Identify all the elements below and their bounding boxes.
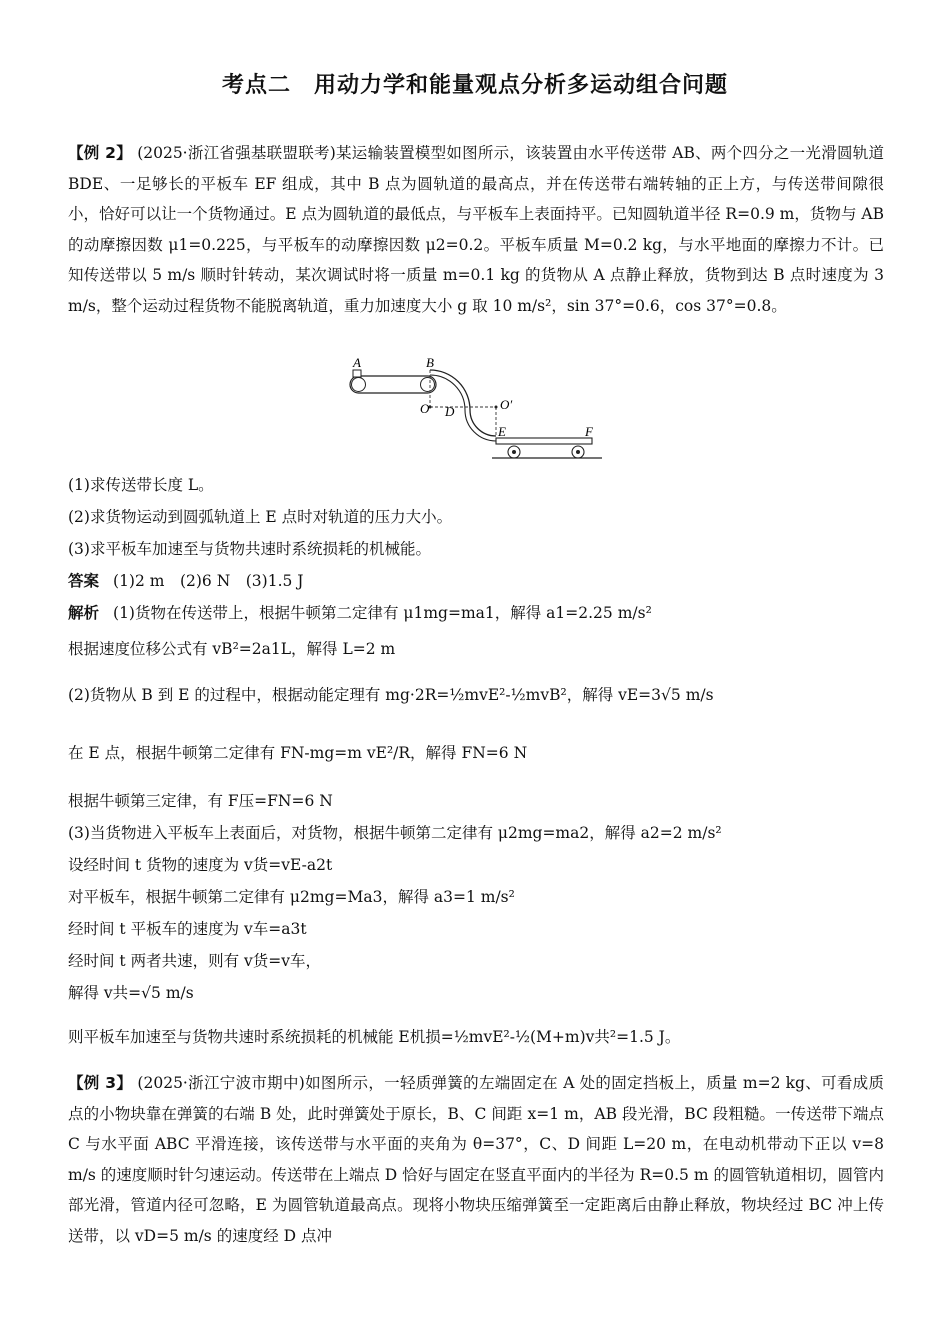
label-e: E bbox=[498, 424, 506, 439]
answer-text: (1)2 m (2)6 N (3)1.5 J bbox=[113, 572, 304, 590]
example2-text: (2025·浙江省强基联盟联考)某运输装置模型如图所示，该装置由水平传送带 AB、两个四分之一光滑圆轨道 BDE、一足够长的平板车 EF 组成，其中 B 点为圆轨道的最高点，并在传送带右端转轴的正上方，与传送带间隙很小，恰好可以让一个货物通过。E 点为圆轨道的最低点，与平板车上表面持平。已知圆轨道半径 R=0.9 m，货物与 AB 的动摩擦因数 μ1=0.225，与平板车的动摩擦因数 μ2=0.2。平板车质量 M=0.2 kg，与水平地面的摩擦力不计。已知传送带以 5 m/s 顺时针转动，某次调试时将一质量 m=0.1 kg 的货物从 A 点静止释放，货物到达 B 点时速度为 3 m/s，整个运动过程货物不能脱离轨道，重力加速度大小 g 取 10 m/s²，sin 37°=0.6，cos 37°=0.8。 bbox=[68, 144, 884, 315]
label-f: F bbox=[585, 424, 593, 439]
example2-problem bbox=[68, 138, 884, 321]
analysis-line-5: 根据牛顿第三定律，有 F压=FN=6 N bbox=[68, 792, 333, 810]
answer-label: 答案 bbox=[68, 572, 100, 590]
cargo-box bbox=[353, 370, 361, 377]
example2-tag: 【例 2】 bbox=[68, 144, 132, 162]
analysis-line-4: 在 E 点，根据牛顿第二定律有 FN-mg=m vE²/R，解得 FN=6 N bbox=[68, 744, 528, 762]
analysis-line-2: 根据速度位移公式有 vB²=2a1L，解得 L=2 m bbox=[68, 640, 396, 658]
label-d: D bbox=[445, 404, 455, 419]
analysis-line-7: 设经时间 t 货物的速度为 v货=vE-a2t bbox=[68, 856, 333, 874]
analysis-line-11: 解得 v共=√5 m/s bbox=[68, 984, 194, 1002]
right-pulley bbox=[421, 378, 435, 392]
analysis-line-12: 则平板车加速至与货物共速时系统损耗的机械能 E机损=½mvE²-½(M+m)v共²=1.5 J。 bbox=[68, 1028, 681, 1046]
analysis-line-6: (3)当货物进入平板车上表面后，对货物，根据牛顿第二定律有 μ2mg=ma2，解得 a2=2 m/s² bbox=[68, 824, 722, 842]
analysis-line-1 bbox=[68, 602, 652, 624]
question-1: (1)求传送带长度 L。 bbox=[68, 476, 214, 494]
label-o-prime: O′ bbox=[500, 397, 513, 412]
analysis-line-9: 经时间 t 平板车的速度为 v车=a3t bbox=[68, 920, 307, 938]
analysis-text-1: (1)货物在传送带上，根据牛顿第二定律有 μ1mg=ma1，解得 a1=2.25 m/s² bbox=[113, 604, 652, 622]
example3-tag: 【例 3】 bbox=[68, 1074, 133, 1092]
example3-problem bbox=[68, 1068, 884, 1251]
left-pulley bbox=[352, 378, 366, 392]
answer-line bbox=[68, 570, 304, 592]
example2-figure bbox=[342, 352, 608, 472]
analysis-line-8: 对平板车，根据牛顿第二定律有 μ2mg=Ma3，解得 a3=1 m/s² bbox=[68, 888, 515, 906]
question-3: (3)求平板车加速至与货物共速时系统损耗的机械能。 bbox=[68, 540, 431, 558]
label-a: A bbox=[353, 355, 361, 370]
analysis-line-10: 经时间 t 两者共速，则有 v货=v车， bbox=[68, 952, 322, 970]
label-b: B bbox=[426, 355, 434, 370]
example3-text: (2025·浙江宁波市期中)如图所示，一轻质弹簧的左端固定在 A 处的固定挡板上，质量 m=2 kg、可看成质点的小物块靠在弹簧的右端 B 处，此时弹簧处于原长，B、C 间距 x=1 m，AB 段光滑，BC 段粗糙。一传送带下端点 C 与水平面 ABC 平滑连接，该传送带与水平面的夹角为 θ=37°，C、D 间距 L=20 m，在电动机带动下正以 v=8 m/s 的速度顺时针匀速运动。传送带在上端点 D 恰好与固定在竖直平面内的半径为 R=0.5 m 的圆管轨道相切，圆管内部光滑，管道内径可忽略，E 为圆管轨道最高点。现将小物块压缩弹簧至一定距离后由静止释放，物块经过 BC 冲上传送带，以 vD=5 m/s 的速度经 D 点冲 bbox=[68, 1074, 884, 1245]
analysis-line-3: (2)货物从 B 到 E 的过程中，根据动能定理有 mg·2R=½mvE²-½mvB²，解得 vE=3√5 m/s bbox=[68, 686, 714, 704]
analysis-label: 解析 bbox=[68, 604, 100, 622]
label-o: O bbox=[420, 401, 430, 416]
question-2: (2)求货物运动到圆弧轨道上 E 点时对轨道的压力大小。 bbox=[68, 508, 453, 526]
flat-cart bbox=[496, 438, 592, 444]
conveyor-track-diagram bbox=[342, 352, 608, 468]
page-title: 考点二 用动力学和能量观点分析多运动组合问题 bbox=[221, 73, 728, 98]
